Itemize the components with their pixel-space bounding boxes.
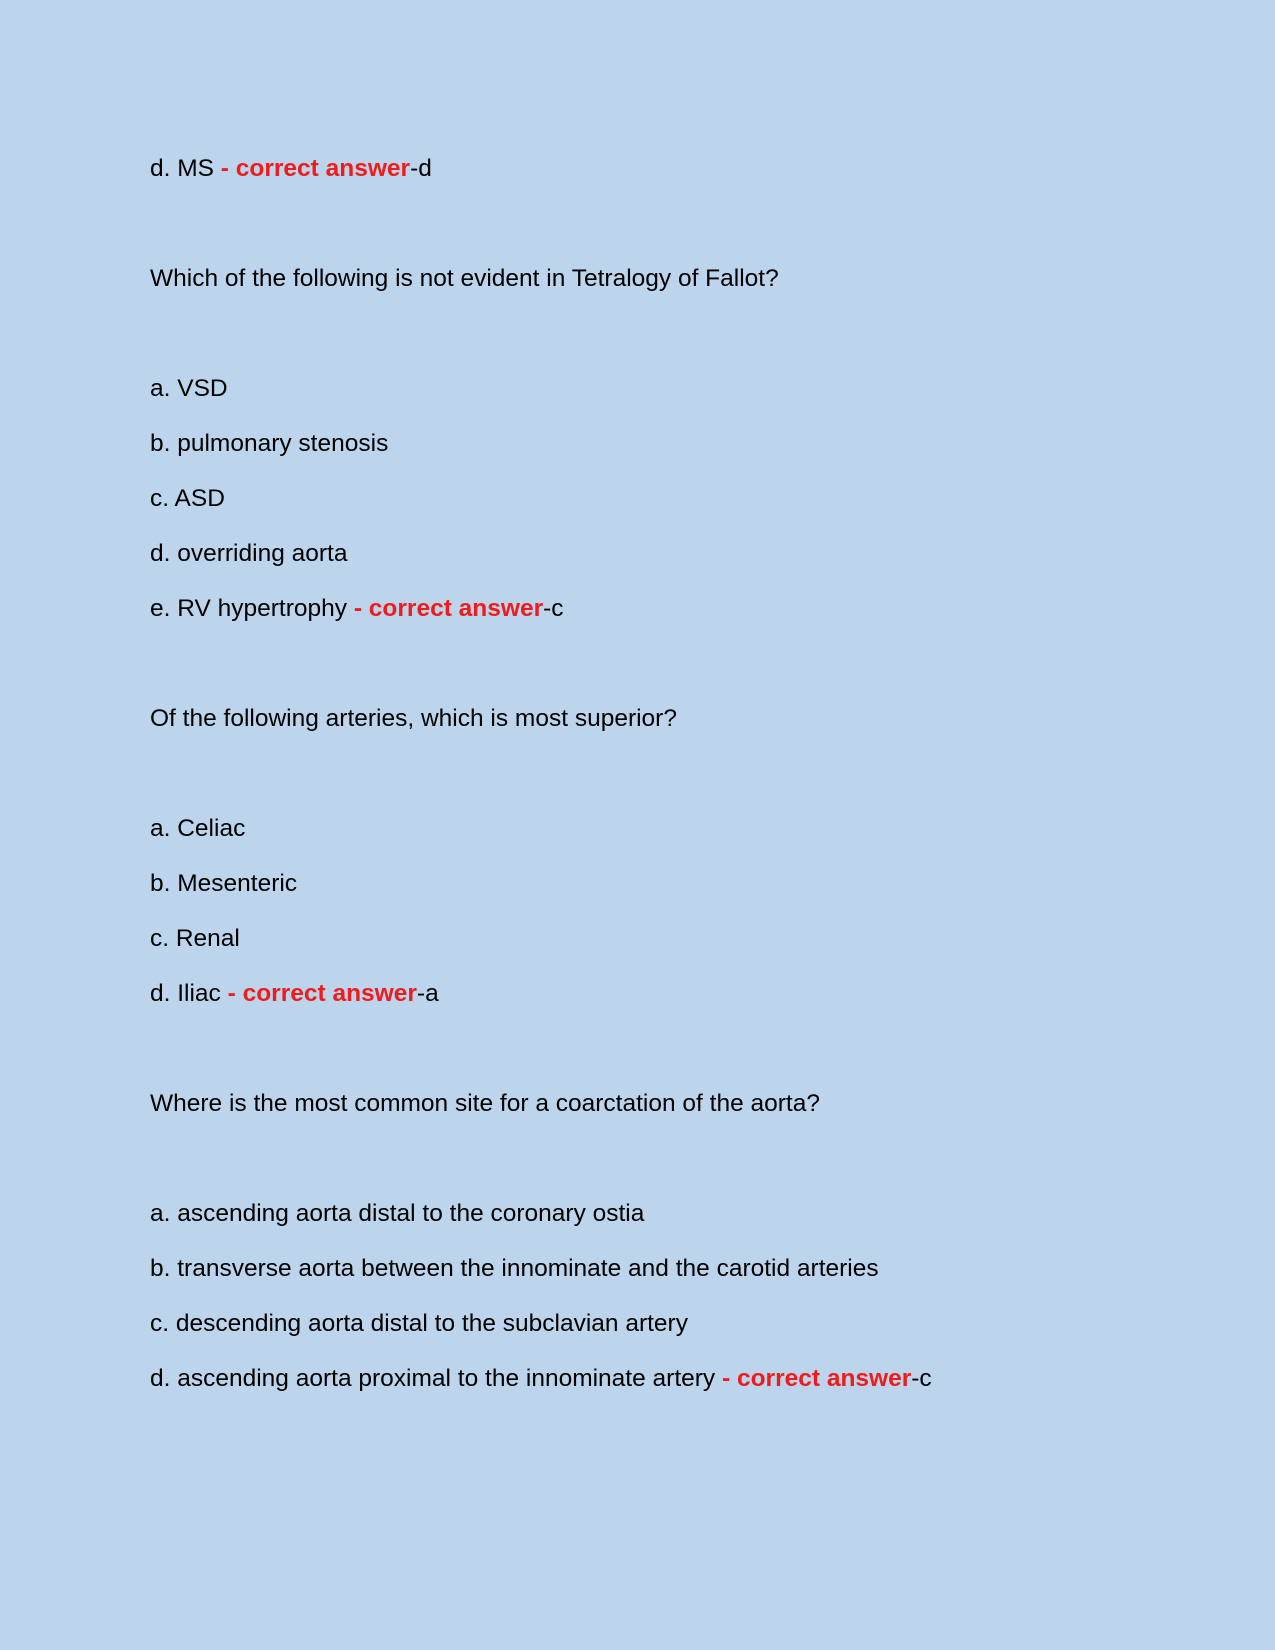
option-line: c. ASD [150, 485, 225, 512]
question-text: Where is the most common site for a coarctation of the aorta? [150, 1090, 820, 1117]
correct-answer-label: - correct answer [721, 1365, 912, 1392]
correct-answer-label: - correct answer [227, 980, 417, 1007]
option-line [150, 979, 439, 1009]
option-line [150, 1364, 932, 1394]
correct-answer-label: - correct answer [353, 595, 544, 622]
answer-letter: -a [416, 980, 439, 1007]
option-line [150, 594, 564, 624]
question-text: Which of the following is not evident in Tetralogy of Fallot? [150, 265, 779, 292]
answer-letter: -d [410, 155, 432, 182]
option-line: b. Mesenteric [150, 870, 298, 897]
option-line: c. Renal [150, 925, 240, 952]
option-line: c. descending aorta distal to the subclavian artery [150, 1310, 688, 1337]
answer-letter: -c [911, 1365, 932, 1392]
option-text: d. Iliac [150, 980, 228, 1007]
option-line: b. pulmonary stenosis [150, 430, 389, 457]
option-text: d. ascending aorta proximal to the innominate artery [150, 1365, 722, 1392]
option-text: e. RV hypertrophy [150, 595, 354, 622]
answer-letter: -c [543, 595, 564, 622]
question-text: Of the following arteries, which is most superior? [150, 705, 677, 732]
option-line: b. transverse aorta between the innominate and the carotid arteries [150, 1255, 879, 1282]
option-line: d. overriding aorta [150, 540, 348, 567]
option-line: a. VSD [150, 375, 228, 402]
correct-answer-label: - correct answer [220, 155, 411, 182]
option-line [150, 154, 432, 184]
option-line: a. ascending aorta distal to the coronary ostia [150, 1200, 645, 1227]
option-line: a. Celiac [150, 815, 246, 842]
option-text: d. MS [150, 155, 221, 182]
